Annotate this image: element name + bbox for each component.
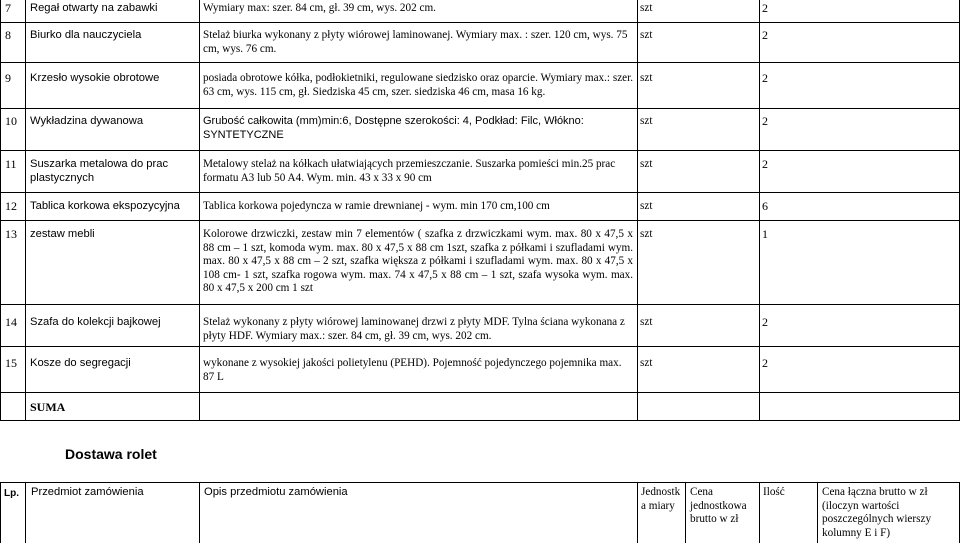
header-col-divider [817,482,818,543]
row-number: 15 [5,356,17,370]
header-item: Przedmiot zamówienia [31,486,144,498]
item-description: posiada obrotowe kółka, podłokietniki, regulowane siedzisko oraz oparcie. Wymiary max.: szer. 63 cm, wys. 115 cm, gł. Siedziska 45 cm, szer. siedziska 46 cm, masa 16 kg. [203,72,634,98]
quantity: 2 [762,315,768,329]
item-description: Metalowy stelaż na kółkach ułatwiających przemieszczanie. Suszarka pomieści min.25 prac formatu A3 lub 50 A4. Wym. min. 43 x 33 x 90 cm [203,158,616,184]
table-col-divider [25,0,26,421]
table-row-divider [0,346,960,347]
item-name: Szafa do kolekcji bajkowej [30,316,161,328]
table-col-divider [759,0,760,421]
item-description: Stelaż biurka wykonany z płyty wiórowej laminowanej. Wymiary max. : szer. 120 cm, wys. 75 cm, wys. 76 cm. [203,29,628,55]
item-name: Regał otwarty na zabawki [30,2,158,14]
quantity: 1 [762,227,768,241]
header-col-divider [685,482,686,543]
header-total: Cena łączna brutto w zł (iloczyn wartości poszczególnych wierszy kolumny E i F) [822,486,932,539]
item-name: Kosze do segregacji [30,357,131,369]
unit: szt [640,228,653,240]
quantity: 2 [762,28,768,42]
table-col-divider [637,0,638,421]
row-number: 12 [5,199,17,213]
row-number: 8 [5,28,11,42]
table-row-divider [0,220,960,221]
header-col-divider [637,482,638,543]
header-table-top [0,482,960,483]
quantity: 2 [762,157,768,171]
unit: szt [640,200,653,212]
unit: szt [640,158,653,170]
item-description: Wymiary max: szer. 84 cm, gł. 39 cm, wys. 202 cm. [203,2,436,14]
section-title: Dostawa rolet [65,446,157,462]
unit: szt [640,115,653,127]
row-number: 13 [5,227,17,241]
item-name: Tablica korkowa ekspozycyjna [30,200,180,212]
quantity: 6 [762,199,768,213]
unit: szt [640,29,653,41]
row-number: 14 [5,315,17,329]
item-name: zestaw mebli [30,228,95,240]
table-row-divider [0,392,960,393]
header-lp: Lp. [4,488,19,499]
quantity: 2 [762,356,768,370]
table-bottom-border [0,420,960,421]
item-description: Stelaż wykonany z płyty wiórowej laminowanej drzwi z płyty MDF. Tylna ściana wykonana z płyty HDF. Wymiary max.: szer. 84 cm, gł. 39 cm, wys. 202 cm. [203,316,625,342]
table-row-divider [0,304,960,305]
header-col-divider [199,482,200,543]
table-row-divider [0,22,960,23]
header-quantity: Ilość [763,486,785,498]
item-name: Biurko dla nauczyciela [30,29,142,41]
header-col-divider [25,482,26,543]
item-name: Wykładzina dywanowa [30,115,144,127]
row-number: 10 [5,114,17,128]
header-unit: Jednostka miary [641,486,681,512]
header-unit-price: Cena jednostkowa brutto w zł [690,486,747,526]
unit: szt [640,2,653,14]
table-col-divider [199,0,200,421]
item-name: Suszarka metalowa do prac plastycznych [30,158,169,184]
table-row-divider [0,62,960,63]
header-col-divider [759,482,760,543]
item-description: Grubość całkowita (mm)min:6, Dostępne szerokości: 4, Podkład: Filc, Włókno: SYNTETYCZNE [203,115,584,141]
unit: szt [640,357,653,369]
item-description: wykonane z wysokiej jakości polietylenu (PEHD). Pojemność pojedynczego pojemnika max. 87 L [203,357,622,383]
quantity: 2 [762,71,768,85]
unit: szt [640,316,653,328]
item-name: Krzesło wysokie obrotowe [30,72,160,84]
row-number: 11 [5,157,17,171]
sum-label: SUMA [30,400,66,414]
item-description: Tablica korkowa pojedyncza w ramie drewnianej - wym. min 170 cm,100 cm [203,200,550,212]
item-description: Kolorowe drzwiczki, zestaw min 7 elementów ( szafka z drzwiczkami wym. max. 80 x 47,5 x 88 cm – 1 szt, komoda wym. max. 80 x 47,5 x 88 cm 1szt, szafka z półkami i szufladami wym. max. 80 x 47,5 x 88 cm – 2 szt, szafka większa z półkami i szufladami wym. max. 80 x 47,5 x 108 cm- 1 szt, szafka rogowa wym. max. 74 x 47,5 x 88 cm – 1 szt, szafa wysoka wym. max. 80 x 47,5 x 200 cm 1 szt [203,228,633,295]
row-number: 7 [5,1,11,15]
header-description: Opis przedmiotu zamówienia [204,486,348,498]
quantity: 2 [762,1,768,15]
row-number: 9 [5,71,11,85]
table-row-divider [0,150,960,151]
quantity: 2 [762,114,768,128]
header-table-border [0,482,1,543]
unit: szt [640,72,653,84]
table-row-divider [0,108,960,109]
table-row-divider [0,192,960,193]
table-border-left [0,0,1,421]
